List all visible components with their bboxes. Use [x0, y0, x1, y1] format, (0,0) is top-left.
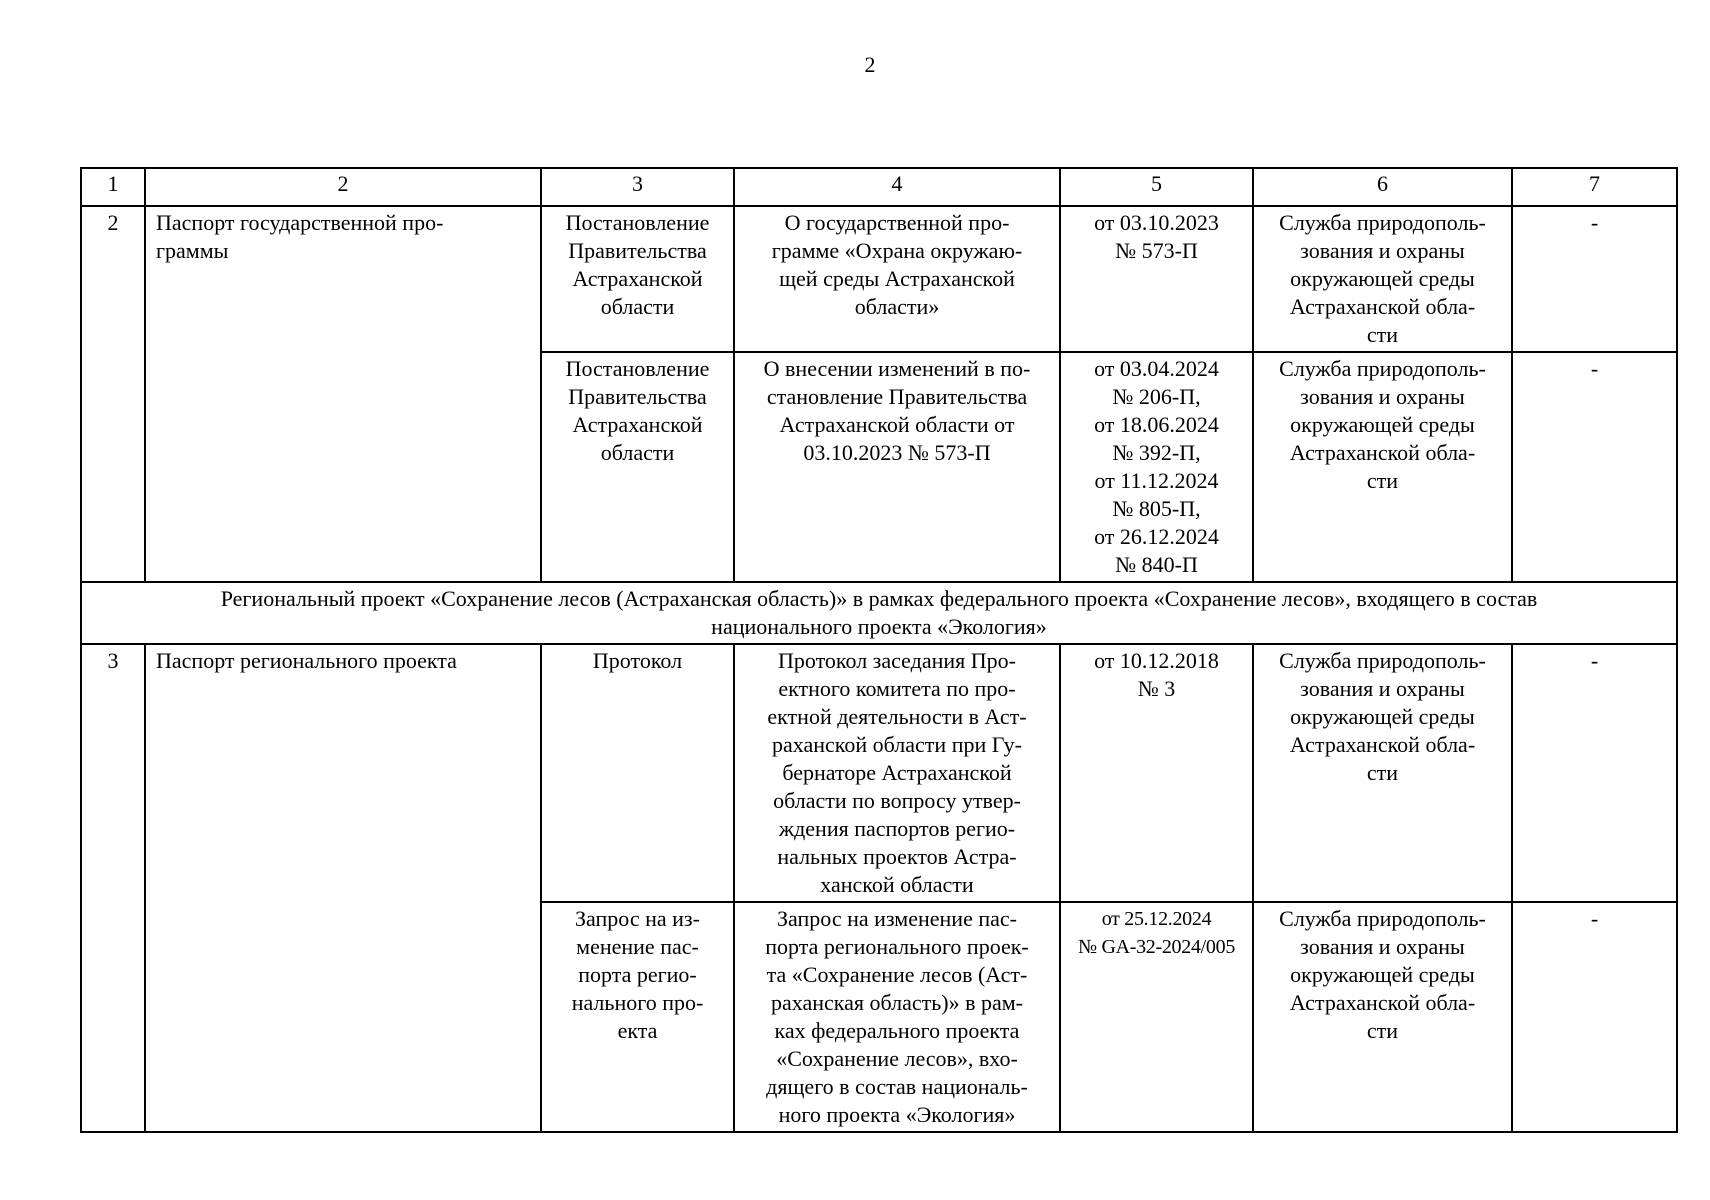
text-line: «Сохранение лесов», вхо-	[776, 1046, 1018, 1071]
text-line: № 392-П,	[1112, 440, 1201, 465]
text-line: О государственной про-	[784, 210, 1010, 235]
text-line: области	[600, 440, 675, 465]
text-line: нального про-	[571, 990, 704, 1015]
row-number: 2	[81, 206, 145, 582]
text-line: дящего в состав националь-	[766, 1074, 1028, 1099]
document-type	[541, 644, 734, 902]
responsible-authority	[1253, 206, 1512, 352]
document-date-number	[1060, 352, 1253, 582]
note-cell: -	[1512, 352, 1677, 582]
text-line: № 805-П,	[1112, 496, 1201, 521]
section-heading-row	[81, 582, 1677, 644]
text-line: от 25.12.2024	[1101, 908, 1212, 930]
document-date-number	[1060, 902, 1253, 1132]
text-line: Правительства	[568, 384, 707, 409]
text-line: от 18.06.2024	[1094, 412, 1219, 437]
text-line: Астраханской области от	[779, 412, 1015, 437]
text-line: области»	[854, 294, 940, 319]
column-number-cell: 7	[1512, 168, 1677, 206]
text-line: области	[600, 294, 675, 319]
text-line: порта регио-	[578, 962, 697, 987]
text-line: окружающей среды	[1290, 962, 1475, 987]
text-line: та «Сохранение лесов (Аст-	[766, 962, 1028, 987]
document-name	[145, 644, 541, 1132]
text-line: Астраханской обла-	[1289, 294, 1476, 319]
column-number-cell: 1	[81, 168, 145, 206]
text-line: Служба природополь-	[1279, 356, 1486, 381]
document-registry-table	[80, 167, 1678, 1133]
text-line: Астраханской обла-	[1289, 732, 1476, 757]
text-line: ханской области	[820, 872, 974, 897]
text-line: раханская область)» в рам-	[770, 990, 1024, 1015]
text-line: сти	[1366, 1018, 1399, 1043]
text-line: Правительства	[568, 238, 707, 263]
document-title	[734, 644, 1060, 902]
document-type	[541, 206, 734, 352]
text-line: грамме «Охрана окружаю-	[771, 238, 1023, 263]
text-line: Астраханской обла-	[1289, 990, 1476, 1015]
text-line: зования и охраны	[1300, 384, 1465, 409]
text-line: № 3	[1137, 676, 1176, 701]
text-line: Служба природополь-	[1279, 648, 1486, 673]
text-line: от 11.12.2024	[1094, 468, 1219, 493]
document-date-number	[1060, 644, 1253, 902]
text-line: № 573-П	[1115, 238, 1198, 263]
text-line: зования и охраны	[1300, 934, 1465, 959]
text-line: от 10.12.2018	[1094, 648, 1219, 673]
column-number-cell: 3	[541, 168, 734, 206]
text-line: ках федерального проекта	[774, 1018, 1020, 1043]
text-line: № 840-П	[1115, 552, 1198, 577]
text-line: Протокол	[592, 648, 683, 673]
column-number-row	[81, 168, 1677, 206]
text-line: Астраханской обла-	[1289, 440, 1476, 465]
document-type	[541, 902, 734, 1132]
column-number-cell: 4	[734, 168, 1060, 206]
note-cell: -	[1512, 902, 1677, 1132]
text-line: менение пас-	[576, 934, 699, 959]
responsible-authority	[1253, 902, 1512, 1132]
text-line: окружающей среды	[1290, 412, 1475, 437]
text-line: Протокол заседания Про-	[778, 648, 1016, 673]
text-line: зования и охраны	[1300, 676, 1465, 701]
text-line: О внесении изменений в по-	[763, 356, 1031, 381]
note-cell: -	[1512, 206, 1677, 352]
document-title	[734, 352, 1060, 582]
text-line: раханской области при Гу-	[772, 732, 1022, 757]
text-line: Постановление	[565, 210, 710, 235]
text-line: № GA-32-2024/005	[1077, 936, 1236, 958]
text-line: от 26.12.2024	[1094, 524, 1219, 549]
text-line: бернаторе Астраханской	[782, 760, 1012, 785]
text-line: Паспорт регионального проекта	[156, 648, 457, 673]
text-line: нальных проектов Астра-	[777, 844, 1017, 869]
text-line: екта	[617, 1018, 658, 1043]
column-number-cell: 5	[1060, 168, 1253, 206]
text-line: Запрос на из-	[575, 906, 700, 931]
text-line: порта регионального проек-	[765, 934, 1029, 959]
text-line: Служба природополь-	[1279, 210, 1486, 235]
text-line: от 03.04.2024	[1094, 356, 1219, 381]
text-line: Постановление	[565, 356, 710, 381]
text-line: Астраханской	[572, 266, 703, 291]
column-number-cell: 2	[145, 168, 541, 206]
row-number: 3	[81, 644, 145, 1132]
text-line: Региональный проект «Сохранение лесов (Астраханская область)» в рамках федерального проекта «Сохранение лесов», входящего в состав	[220, 586, 1538, 611]
document-type	[541, 352, 734, 582]
text-line: от 03.10.2023	[1094, 210, 1219, 235]
text-line: окружающей среды	[1290, 266, 1475, 291]
text-line: щей среды Астраханской	[779, 266, 1015, 291]
text-line: ного проекта «Экология»	[778, 1102, 1016, 1127]
responsible-authority	[1253, 644, 1512, 902]
text-line: № 206-П,	[1112, 384, 1201, 409]
note-cell: -	[1512, 644, 1677, 902]
column-number-cell: 6	[1253, 168, 1512, 206]
text-line: Паспорт государственной про-	[156, 210, 444, 235]
table-row	[81, 644, 1677, 902]
document-title	[734, 902, 1060, 1132]
text-line: Служба природополь-	[1279, 906, 1486, 931]
section-heading	[81, 582, 1677, 644]
text-line: ектного комитета по про-	[778, 676, 1016, 701]
text-line: зования и охраны	[1300, 238, 1465, 263]
text-line: сти	[1366, 468, 1399, 493]
page-number: 2	[864, 52, 876, 77]
text-line: области по вопросу утвер-	[773, 788, 1021, 813]
document-date-number	[1060, 206, 1253, 352]
text-line: 03.10.2023 № 573-П	[803, 440, 991, 465]
text-line: сти	[1366, 322, 1399, 347]
text-line: сти	[1366, 760, 1399, 785]
document-name	[145, 206, 541, 582]
document-title	[734, 206, 1060, 352]
text-line: окружающей среды	[1290, 704, 1475, 729]
responsible-authority	[1253, 352, 1512, 582]
text-line: ждения паспортов регио-	[778, 816, 1016, 841]
text-line: Астраханской	[572, 412, 703, 437]
text-line: национального проекта «Экология»	[711, 614, 1047, 639]
text-line: граммы	[156, 238, 229, 263]
table-row	[81, 206, 1677, 352]
text-line: становление Правительства	[766, 384, 1028, 409]
text-line: ектной деятельности в Аст-	[767, 704, 1027, 729]
text-line: Запрос на изменение пас-	[777, 906, 1017, 931]
